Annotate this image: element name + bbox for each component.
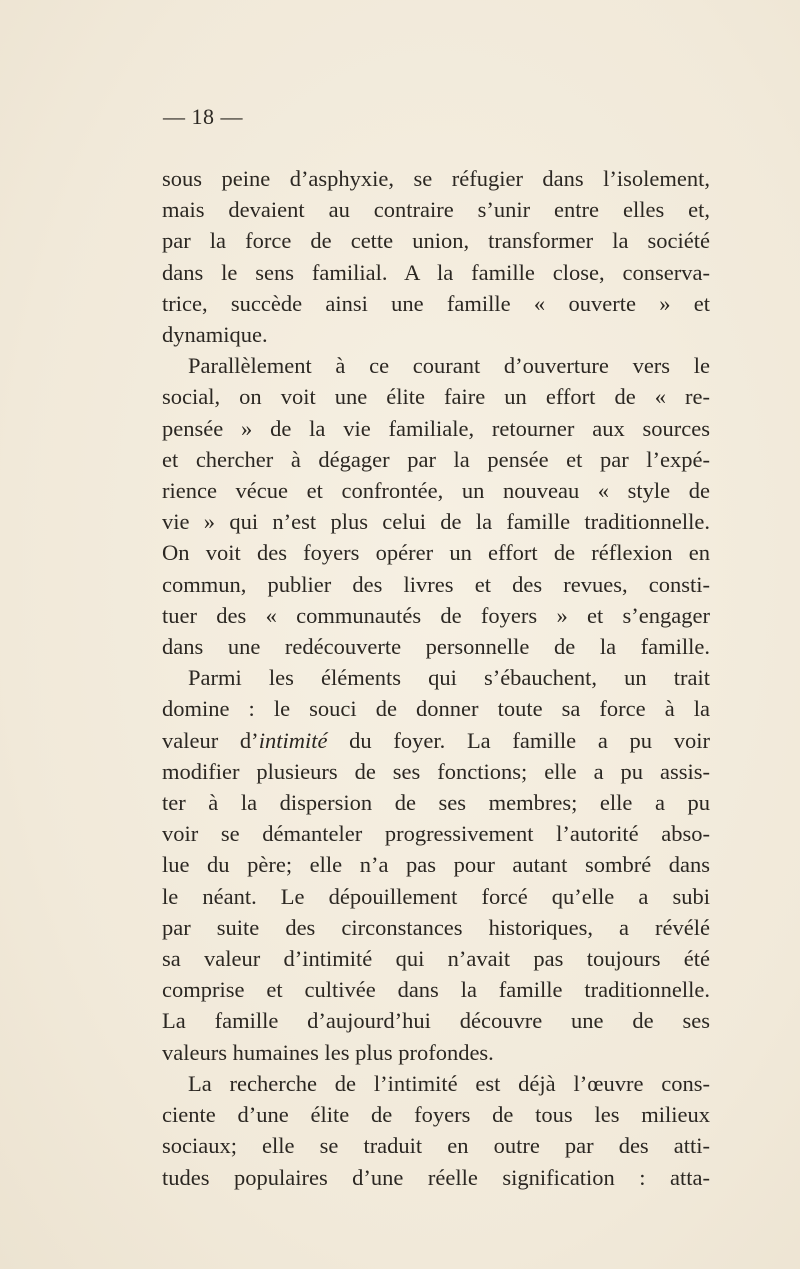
page-number: — 18 — <box>163 104 243 129</box>
text-line: lue du père; elle n’a pas pour autant sombré dans <box>162 852 710 878</box>
text-line: commun, publier des livres et des revues, consti- <box>162 571 710 597</box>
text-line: par suite des circonstances historiques, a révélé <box>162 914 710 940</box>
body-text <box>162 163 710 1193</box>
text-line: On voit des foyers opérer un effort de réflexion en <box>162 540 710 566</box>
text-line: social, on voit une élite faire un effort de « re- <box>162 384 710 410</box>
text-line: par la force de cette union, transformer la société <box>162 228 710 254</box>
text-line: tuer des « communautés de foyers » et s’engager <box>162 602 710 628</box>
text-line: et chercher à dégager par la pensée et par l’expé- <box>162 446 710 472</box>
text-line: La famille d’aujourd’hui découvre une de ses <box>162 1008 710 1034</box>
emphasized-word: intimité <box>258 727 328 753</box>
text-line: rience vécue et confrontée, un nouveau « style de <box>162 478 710 504</box>
text-line <box>162 725 710 756</box>
text-line: comprise et cultivée dans la famille traditionnelle. <box>162 977 710 1003</box>
text-segment: du foyer. La famille a pu voir <box>327 727 710 753</box>
text-line: ter à la dispersion de ses membres; elle a pu <box>162 790 710 816</box>
text-line: le néant. Le dépouillement forcé qu’elle a subi <box>162 883 710 909</box>
text-line: tudes populaires d’une réelle signification : atta- <box>162 1164 710 1190</box>
text-line: Parallèlement à ce courant d’ouverture vers le <box>188 353 710 379</box>
text-line: valeurs humaines les plus profondes. <box>162 1039 494 1065</box>
text-line: modifier plusieurs de ses fonctions; elle a pu assis- <box>162 758 710 784</box>
text-line: vie » qui n’est plus celui de la famille traditionnelle. <box>162 509 710 535</box>
text-line: dynamique. <box>162 322 268 348</box>
text-line: mais devaient au contraire s’unir entre elles et, <box>162 197 710 223</box>
text-line: sociaux; elle se traduit en outre par des atti- <box>162 1133 710 1159</box>
text-line: pensée » de la vie familiale, retourner aux sources <box>162 415 710 441</box>
text-line: Parmi les éléments qui s’ébauchent, un trait <box>188 665 710 691</box>
text-line: ciente d’une élite de foyers de tous les milieux <box>162 1102 710 1128</box>
text-line: La recherche de l’intimité est déjà l’œuvre cons- <box>188 1070 710 1096</box>
text-segment: valeur d’ <box>162 727 259 753</box>
text-line: voir se démanteler progressivement l’autorité abso- <box>162 821 710 847</box>
text-line: domine : le souci de donner toute sa force à la <box>162 696 710 722</box>
text-line: trice, succède ainsi une famille « ouverte » et <box>162 290 710 316</box>
text-line: dans une redécouverte personnelle de la famille. <box>162 634 710 660</box>
text-line: dans le sens familial. A la famille close, conserva- <box>162 259 710 285</box>
text-line: sa valeur d’intimité qui n’avait pas toujours été <box>162 946 710 972</box>
text-line: sous peine d’asphyxie, se réfugier dans l’isolement, <box>162 166 710 191</box>
